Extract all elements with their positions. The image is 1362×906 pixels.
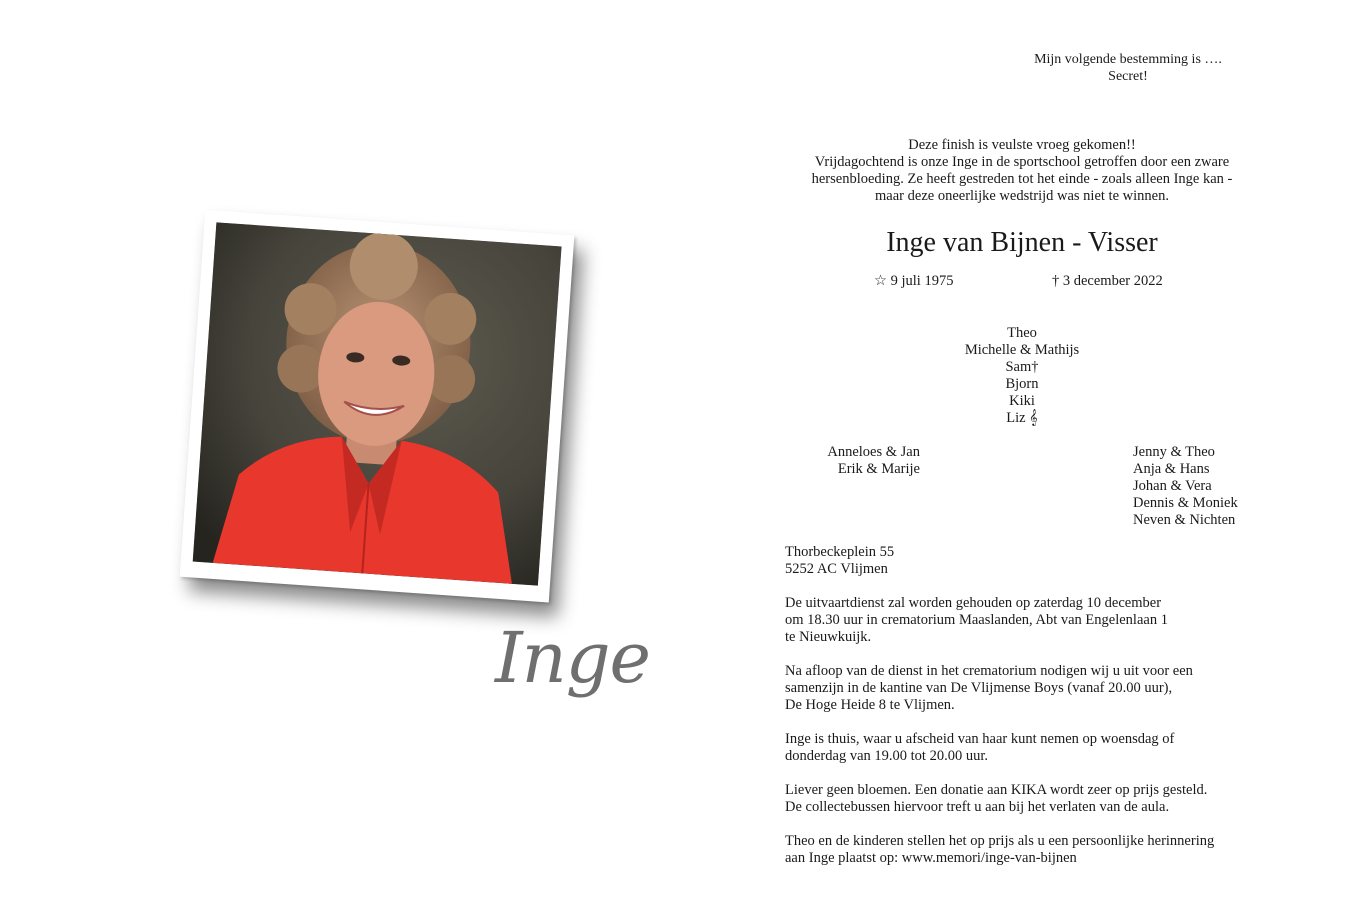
paragraph-line: samenzijn in de kantine van De Vlijmense Boys (vanaf 20.00 uur), [785,680,1173,696]
header-line-2: Secret! [1108,69,1148,84]
relative-name: Neven & Nichten [1133,512,1236,528]
relative-name: Jenny & Theo [1133,444,1215,460]
family-member: Sam† [1005,359,1039,375]
paragraph-line: Theo en de kinderen stellen het op prijs als u een persoonlijke herinnering [785,833,1215,849]
paragraph-line: om 18.30 uur in crematorium Maaslanden, Abt van Engelenlaan 1 [785,612,1168,628]
paragraph-gathering [785,663,1285,714]
relative-name: Dennis & Moniek [1133,495,1238,511]
family-member: Liz 𝄞 [1006,410,1038,426]
paragraph-memorial [785,833,1285,867]
relative-name: Erik & Marije [837,461,920,477]
intro-line: hersenbloeding. Ze heeft gestreden tot het einde - zoals alleen Inge kan - [811,171,1233,187]
relative-name: Anneloes & Jan [827,444,920,460]
intro-line: Vrijdagochtend is onze Inge in de sportschool getroffen door een zware [814,154,1230,170]
paragraph-service [785,595,1285,646]
header-line-1: Mijn volgende bestemming is …. [1034,52,1222,67]
paragraph-visitation [785,731,1285,765]
family-member: Bjorn [1005,376,1039,392]
paragraph-line: Inge is thuis, waar u afscheid van haar kunt nemen op woensdag of [785,731,1175,747]
relative-name: Johan & Vera [1133,478,1212,494]
paragraph-donation [785,782,1285,816]
header-quote [1000,51,1256,85]
address-line: Thorbeckeplein 55 [785,544,895,560]
portrait-photo-frame [180,210,575,603]
portrait-photo [193,222,562,585]
family-member: Kiki [1009,393,1035,409]
paragraph-line: De uitvaartdienst zal worden gehouden op zaterdag 10 december [785,595,1162,611]
intro-line: maar deze oneerlijke wedstrijd was niet te winnen. [875,188,1169,204]
intro-text [772,137,1272,205]
intro-line: Deze finish is veulste vroeg gekomen!! [908,137,1136,153]
details-block [785,544,1285,884]
family-list [922,325,1122,427]
paragraph-line: Na afloop van de dienst in het crematorium nodigen wij u uit voor een [785,663,1193,679]
death-date: † 3 december 2022 [1052,273,1163,289]
paragraph-line: donderdag van 19.00 tot 20.00 uur. [785,748,988,764]
relatives-right [1133,444,1238,529]
relative-name: Anja & Hans [1133,461,1210,477]
address-line: 5252 AC Vlijmen [785,561,888,577]
paragraph-line: Liever geen bloemen. Een donatie aan KIKA wordt zeer op prijs gesteld. [785,782,1208,798]
paragraph-line: De collectebussen hiervoor treft u aan bij het verlaten van de aula. [785,799,1170,815]
deceased-name: Inge van Bijnen - Visser [886,227,1158,258]
paragraph-line: De Hoge Heide 8 te Vlijmen. [785,697,955,713]
paragraph-line: aan Inge plaatst op: www.memori/inge-van-bijnen [785,850,1077,866]
address [785,544,1285,578]
relatives-left [780,444,920,478]
family-member: Michelle & Mathijs [964,342,1080,358]
signature-inge: Inge [495,617,650,699]
birth-date: ☆ 9 juli 1975 [874,273,954,289]
family-member: Theo [1007,325,1037,341]
paragraph-line: te Nieuwkuijk. [785,629,872,645]
